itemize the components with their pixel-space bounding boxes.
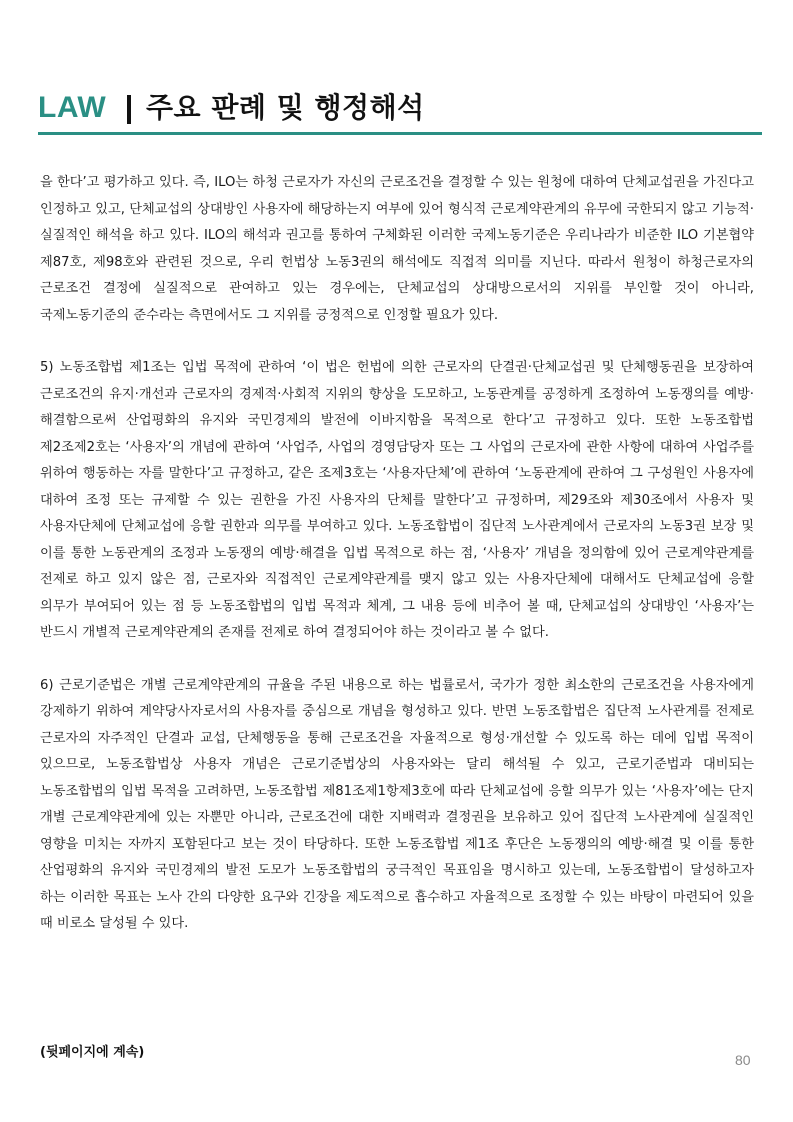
paragraph-1: 을 한다’고 평가하고 있다. 즉, ILO는 하청 근로자가 자신의 근로조건을 결정할 수 있는 원청에 대하여 단체교섭권을 가진다고 인정하고 있고, 단체교섭의 상대방인 사용자에 해당하는지 여부에 있어 형식적 근로계약관계의 유무에 국한되지 않고 기능적·실질적인 해석을 하고 있다. ILO의 해석과 권고를 통하여 구체화된 이러한 국제노동기준은 우리나라가 비준한 ILO 기본협약 제87호, 제98호와 관련된 것으로, 우리 헌법상 노동3권의 해석에도 직접적 의미를 지닌다. 따라서 원청이 하청근로자의 근로조건 결정에 실질적으로 관여하고 있는 경우에는, 단체교섭의 상대방으로서의 지위를 부인할 것이 아니라, 국제노동기준의 준수라는 측면에서도 그 지위를 긍정적으로 인정할 필요가 있다. (40, 175, 754, 323)
page-header (38, 86, 760, 132)
header-separator (127, 95, 131, 124)
paragraph-2: 5) 노동조합법 제1조는 입법 목적에 관하여 ‘이 법은 헌법에 의한 근로자의 단결권·단체교섭권 및 단체행동권을 보장하여 근로조건의 유지·개선과 근로자의 경제적·사회적 지위의 향상을 도모하고, 노동관계를 공정하게 조정하여 노동쟁의를 예방·해결함으로써 산업평화의 유지와 국민경제의 발전에 이바지함을 목적으로 한다’고 규정하고 있다. 또한 노동조합법 제2조제2호는 ‘사용자’의 개념에 관하여 ‘사업주, 사업의 경영담당자 또는 그 사업의 근로자에 관한 사항에 대하여 사업주를 위하여 행동하는 자를 말한다’고 규정하고, 같은 조제3호는 ‘사용자단체’에 관하여 ‘노동관계에 관하여 그 구성원인 사용자에 대하여 조정 또는 규제할 수 있는 권한을 가진 사용자의 단체를 말한다’고 규정하며, 제29조와 제30조에서 사용자 및 사용자단체에 단체교섭에 응할 권한과 의무를 부여하고 있다. 노동조합법이 집단적 노사관계에서 근로자의 노동3권 보장 및 이를 통한 노동관계의 조정과 노동쟁의 예방·해결을 입법 목적으로 하는 점, ‘사용자’ 개념을 정의함에 있어 근로계약관계를 전제로 하고 있지 않은 점, 근로자와 직접적인 근로계약관계를 맺지 않고 있는 사용자단체에 대해서도 단체교섭에 응할 의무가 부여되어 있는 점 등 노동조합법의 입법 목적과 체계, 그 내용 등에 비추어 볼 때, 단체교섭의 상대방인 ‘사용자’는 반드시 개별적 근로계약관계의 존재를 전제로 하여 결정되어야 하는 것이라고 볼 수 없다. (40, 360, 754, 640)
page-number: 80 (735, 1052, 751, 1068)
header-divider (38, 132, 762, 135)
body-text (40, 170, 754, 938)
paragraph-3: 6) 근로기준법은 개별 근로계약관계의 규율을 주된 내용으로 하는 법률로서, 국가가 정한 최소한의 근로조건을 사용자에게 강제하기 위하여 계약당사자로서의 사용자를 중심으로 개념을 형성하고 있다. 반면 노동조합법은 집단적 노사관계를 전제로 근로자의 자주적인 단결과 교섭, 단체행동을 통해 근로조건을 자율적으로 형성·개선할 수 있도록 하는 데에 입법 목적이 있으므로, 노동조합법상 사용자 개념은 근로기준법상의 사용자와는 달리 해석될 수 있고, 근로기준법과 대비되는 노동조합법의 입법 목적을 고려하면, 노동조합법 제81조제1항제3호에 따라 단체교섭에 응할 의무가 있는 ‘사용자’에는 단지 개별 근로계약관계에 있는 자뿐만 아니라, 근로조건에 대한 지배력과 결정권을 보유하고 있어 집단적 노사관계에 실질적인 영향을 미치는 자까지 포함된다고 보는 것이 타당하다. 또한 노동조합법 제1조 후단은 노동쟁의의 예방·해결 및 이를 통한 산업평화의 유지와 국민경제의 발전 도모가 노동조합법의 궁극적인 목표임을 명시하고 있는데, 노동조합법이 달성하고자 하는 이러한 목표는 노사 간의 다양한 요구와 긴장을 제도적으로 흡수하고 자율적으로 조정할 수 있는 바탕이 마련되어 있을 때 비로소 달성될 수 있다. (40, 677, 754, 931)
section-label: LAW (38, 91, 107, 124)
continued-note: (뒷페이지에 계속) (40, 1045, 145, 1060)
page-title: 주요 판례 및 행정해석 (146, 91, 425, 124)
